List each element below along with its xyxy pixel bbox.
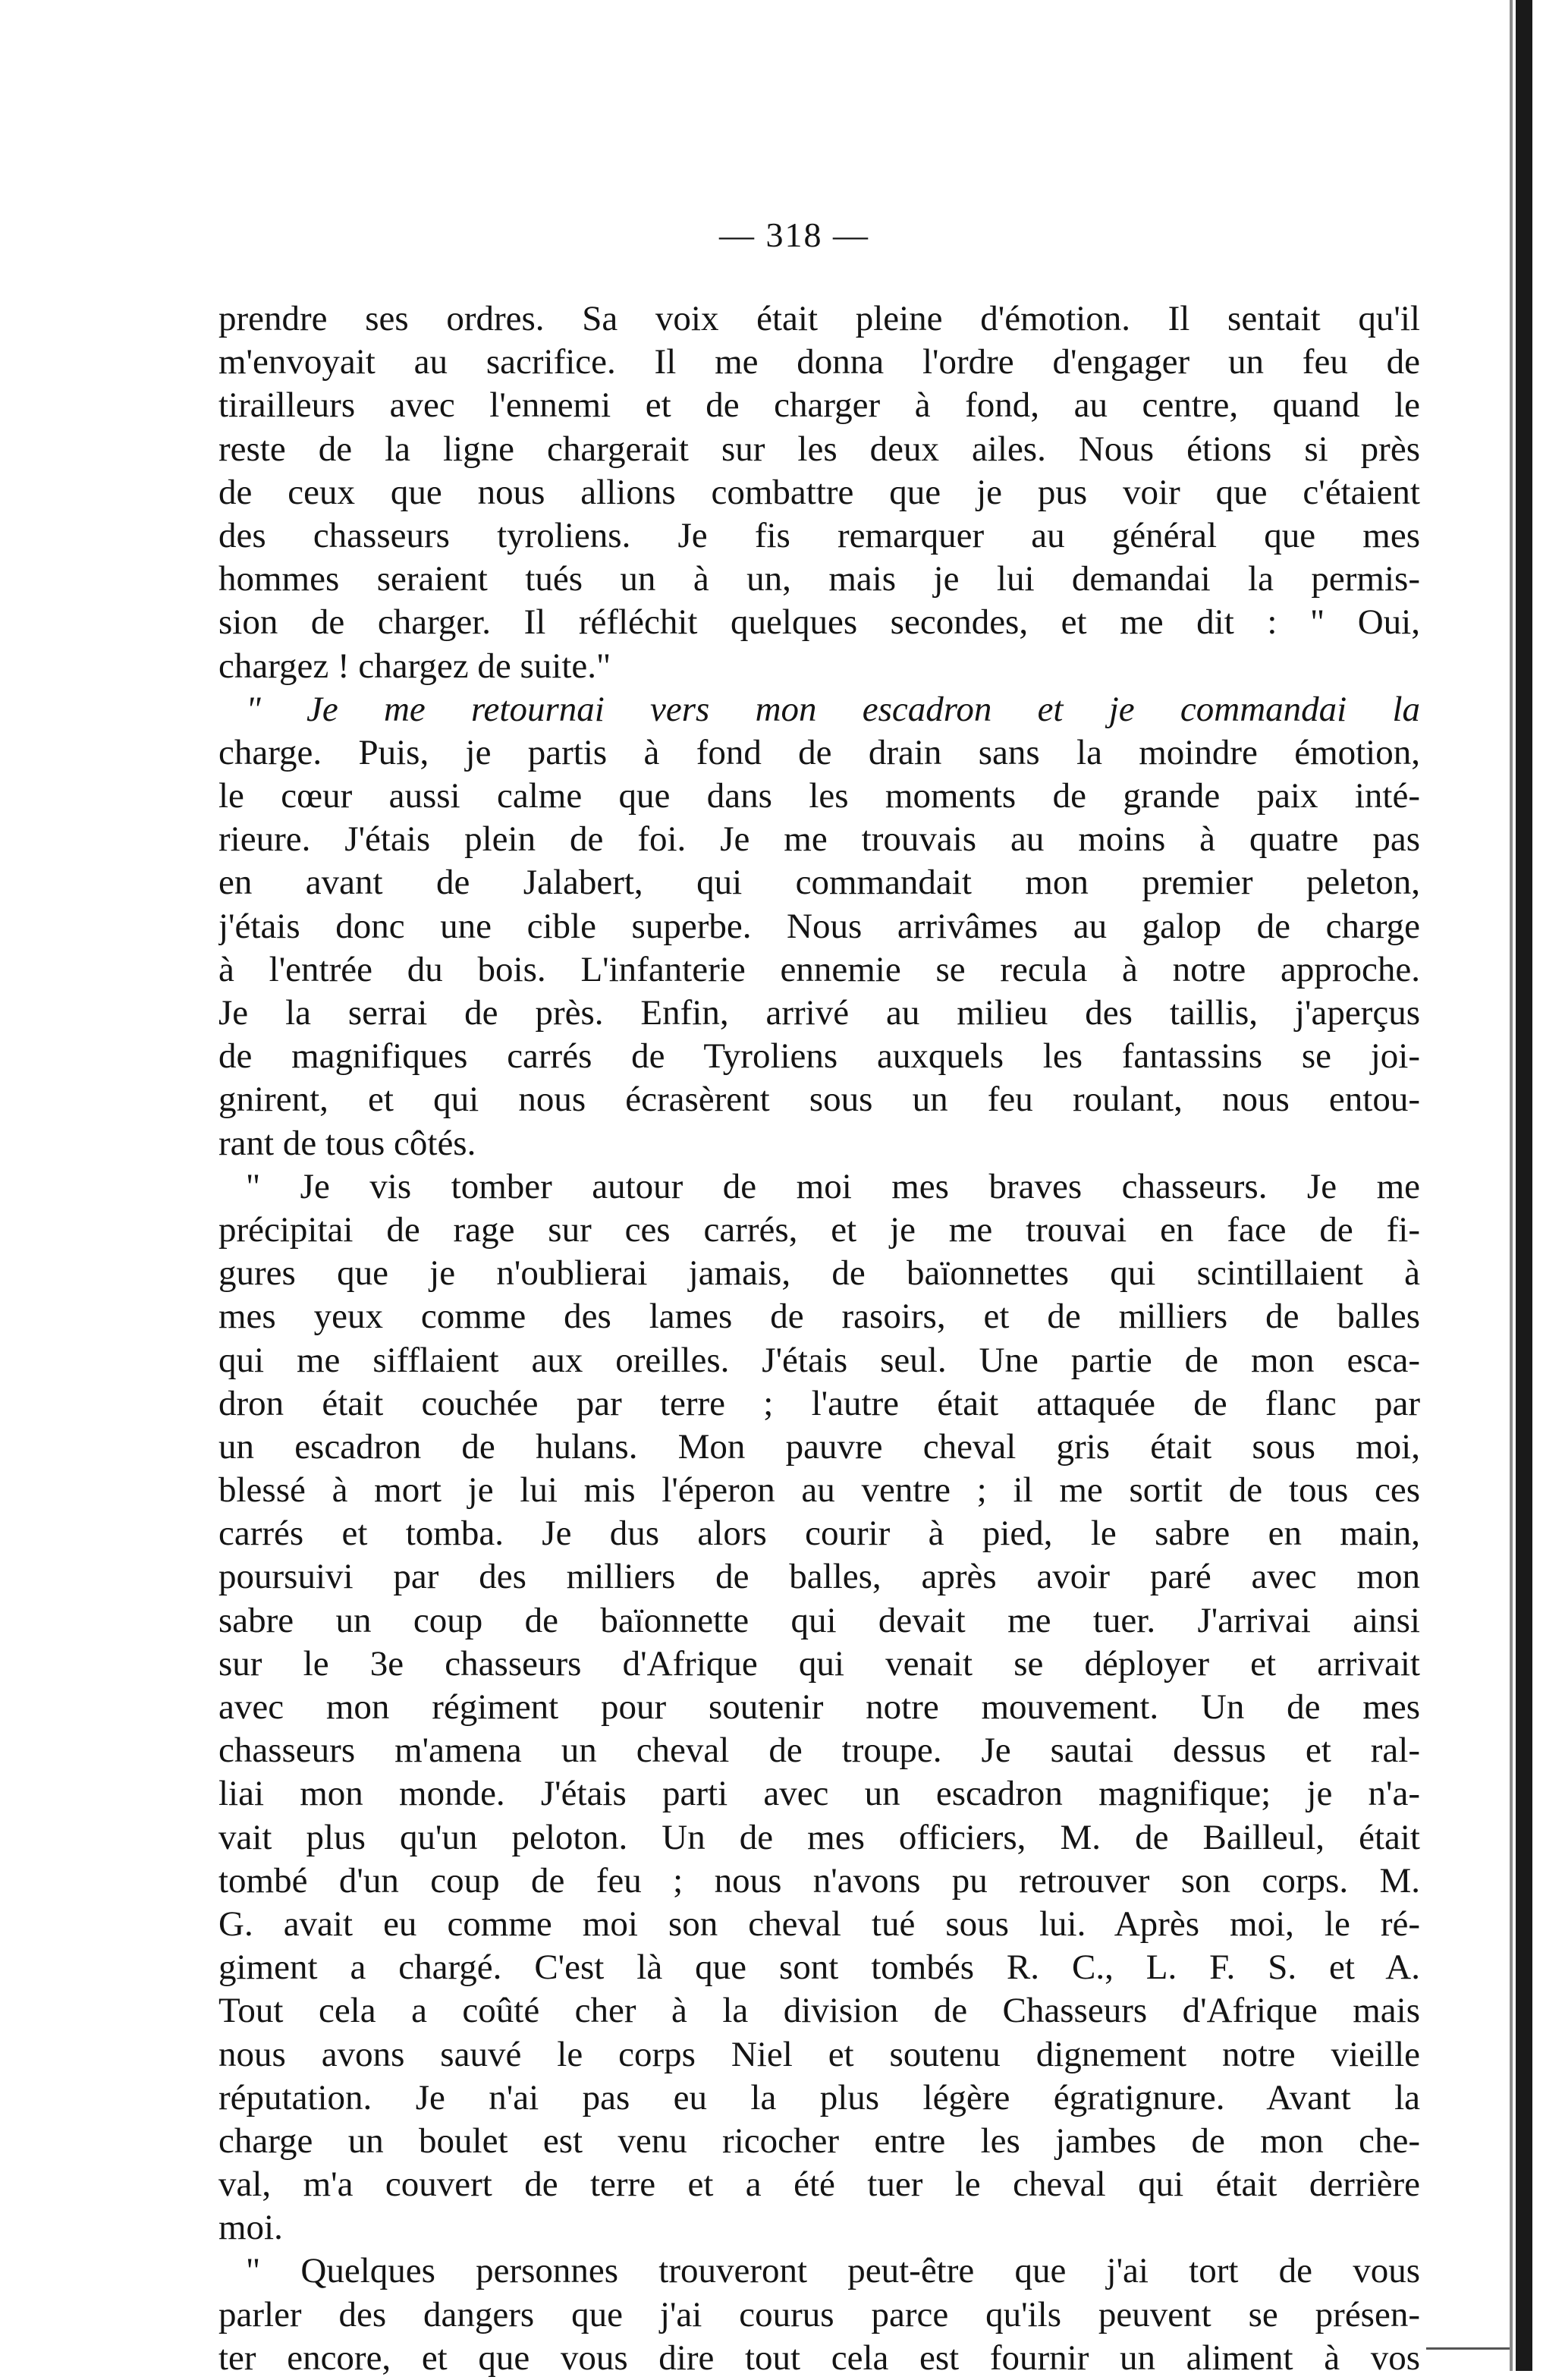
text-line: de magnifiques carrés de Tyroliens auxquels les fantassins se joi- (218, 1036, 1420, 1077)
text-line: ter encore, et que vous dire tout cela est fournir un aliment à vos (218, 2338, 1420, 2378)
text-line: blessé à mort je lui mis l'éperon au ventre ; il me sortit de tous ces (218, 1470, 1420, 1511)
text-line: réputation. Je n'ai pas eu la plus légère égratignure. Avant la (218, 2077, 1420, 2117)
text-line: prendre ses ordres. Sa voix était pleine d'émotion. Il sentait qu'il (218, 299, 1420, 338)
text-line: charge un boulet est venu ricocher entre les jambes de mon che- (218, 2121, 1420, 2161)
page-number: — 318 — (719, 215, 869, 254)
text-line: nous avons sauvé le corps Niel et soutenu dignement notre vieille (218, 2034, 1420, 2074)
text-line: chargez ! chargez de suite." (218, 646, 611, 686)
text-line: " Quelques personnes trouveront peut-être que j'ai tort de vous (246, 2251, 1420, 2291)
text-line: G. avait eu comme moi son cheval tué sous lui. Après moi, le ré- (218, 1904, 1420, 1944)
text-line: le cœur aussi calme que dans les moments de grande paix inté- (218, 776, 1420, 816)
text-line: sion de charger. Il réfléchit quelques secondes, et me dit : " Oui, (218, 602, 1420, 643)
text-line: sabre un coup de baïonnette qui devait me tuer. J'arrivai ainsi (218, 1600, 1420, 1640)
text-line: reste de la ligne chargerait sur les deux ailes. Nous étions si près (218, 429, 1420, 469)
text-line: rant de tous côtés. (218, 1123, 476, 1163)
text-line: " Je me retournai vers mon escadron et je commandai la (246, 689, 1420, 729)
text-line: liai mon monde. J'étais parti avec un escadron magnifique; je n'a- (218, 1774, 1420, 1814)
text-line: " Je vis tomber autour de moi mes braves chasseurs. Je me (246, 1166, 1420, 1206)
text-line: tombé d'un coup de feu ; nous n'avons pu retrouver son corps. M. (218, 1860, 1420, 1901)
text-line: m'envoyait au sacrifice. Il me donna l'ordre d'engager un feu de (218, 342, 1420, 382)
text-line: qui me sifflaient aux oreilles. J'étais seul. Une partie de mon esca- (218, 1340, 1420, 1380)
text-line: rieure. J'étais plein de foi. Je me trouvais au moins à quatre pas (218, 819, 1420, 860)
text-line: mes yeux comme des lames de rasoirs, et de milliers de balles (218, 1297, 1420, 1337)
text-line: chasseurs m'amena un cheval de troupe. Je sautai dessus et ral- (218, 1731, 1420, 1771)
text-line: vait plus qu'un peloton. Un de mes officiers, M. de Bailleul, était (218, 1817, 1420, 1857)
text-line: à l'entrée du bois. L'infanterie ennemie se recula à notre approche. (218, 949, 1420, 989)
book-spine-border (1516, 0, 1532, 2371)
text-line: j'étais donc une cible superbe. Nous arrivâmes au galop de charge (218, 906, 1420, 946)
text-line: des chasseurs tyroliens. Je fis remarquer au général que mes (218, 515, 1420, 555)
text-line: dron était couchée par terre ; l'autre était attaquée de flanc par (218, 1383, 1420, 1423)
text-line: parler des dangers que j'ai courus parce qu'ils peuvent se présen- (218, 2294, 1420, 2334)
text-line: carrés et tomba. Je dus alors courir à pied, le sabre en main, (218, 1514, 1420, 1554)
text-line: avec mon régiment pour soutenir notre mouvement. Un de mes (218, 1687, 1420, 1727)
text-line: Je la serrai de près. Enfin, arrivé au milieu des taillis, j'aperçus (218, 993, 1420, 1033)
text-line: en avant de Jalabert, qui commandait mon premier peleton, (218, 863, 1420, 903)
text-line: un escadron de hulans. Mon pauvre cheval gris était sous moi, (218, 1426, 1420, 1467)
page-edge-shadow (1510, 0, 1513, 2371)
text-line: gures que je n'oublierai jamais, de baïonnettes qui scintillaient à (218, 1253, 1420, 1294)
body-text (218, 297, 1420, 2380)
text-line: tirailleurs avec l'ennemi et de charger à fond, au centre, quand le (218, 385, 1420, 426)
text-line: moi. (218, 2208, 283, 2248)
text-line: charge. Puis, je partis à fond de drain sans la moindre émotion, (218, 732, 1420, 772)
text-line: Tout cela a coûté cher à la division de Chasseurs d'Afrique mais (218, 1991, 1420, 2031)
scan-artifact (1426, 2347, 1510, 2350)
text-line: sur le 3e chasseurs d'Afrique qui venait se déployer et arrivait (218, 1643, 1420, 1684)
text-line: hommes seraient tués un à un, mais je lui demandai la permis- (218, 559, 1420, 599)
text-line: val, m'a couvert de terre et a été tuer le cheval qui était derrière (218, 2165, 1420, 2205)
text-line: précipitai de rage sur ces carrés, et je me trouvai en face de fi- (218, 1209, 1420, 1250)
text-line: giment a chargé. C'est là que sont tombés R. C., L. F. S. et A. (218, 1948, 1420, 1988)
text-line: gnirent, et qui nous écrasèrent sous un feu roulant, nous entou- (218, 1080, 1420, 1120)
text-line: poursuivi par des milliers de balles, après avoir paré avec mon (218, 1557, 1420, 1597)
text-line: de ceux que nous allions combattre que je pus voir que c'étaient (218, 472, 1420, 512)
